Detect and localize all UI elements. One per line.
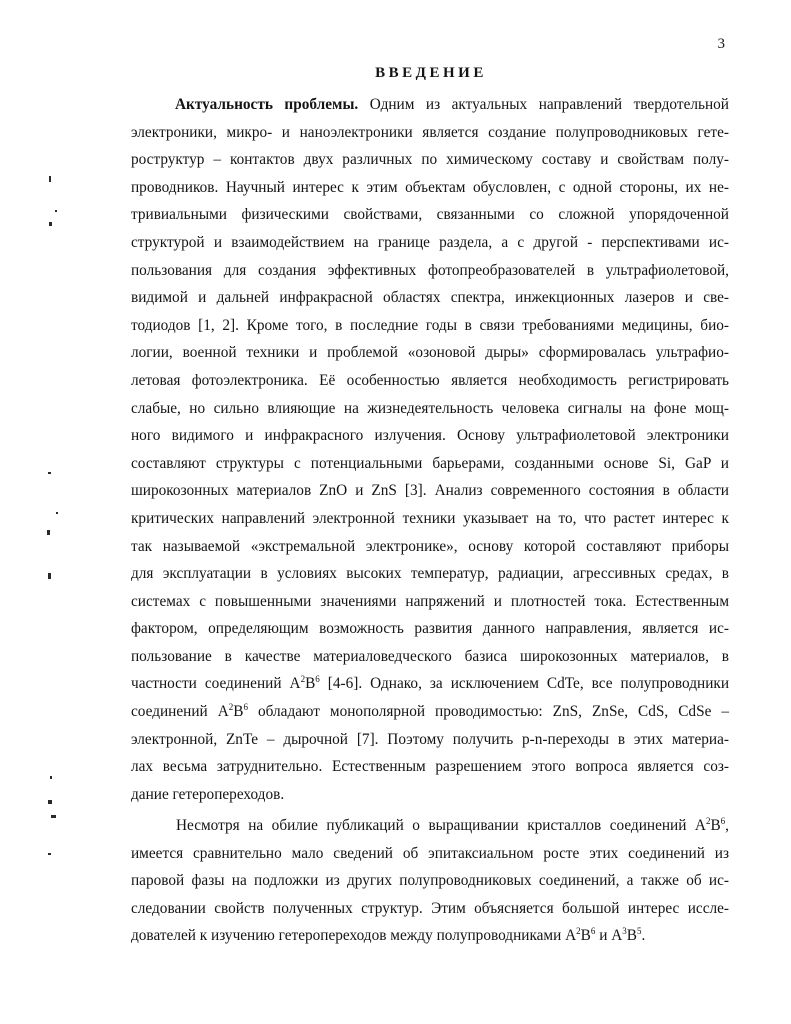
text-line: фактором, определяющим возможность развития данного направления, является ис- (131, 620, 729, 638)
text-line: следовании свойств полученных структур. Этим объясняется большой интерес иссле- (131, 899, 729, 917)
text-line: паровой фазы на подложки из других полупроводниковых соединений, а также об ис- (131, 872, 729, 890)
scan-mark (48, 573, 51, 579)
text-line: пользования для создания эффективных фотопреобразователей в ультрафиолетовой, (131, 261, 729, 279)
text-line: имеется сравнительно мало сведений об эпитаксиальном росте этих соединений из (131, 844, 729, 862)
text-line: критических направлений электронной техники указывает на то, что растет интерес к (131, 509, 729, 527)
text-line: частности соединений $A^2B^6$ [4-6]. Однако, за исключением CdTe, все полупроводники (131, 674, 730, 693)
text-line: слабые, но сильно влияющие на жизнедеятельность человека сигналы на фоне мощ- (131, 399, 729, 417)
text-line: соединений $A^2B^6$ обладают монополярной проводимостью: ZnS, ZnSe, CdS, CdSe – (131, 702, 730, 721)
text-line: широкозонных материалов ZnO и ZnS [3]. Анализ современного состояния в области (131, 482, 729, 500)
text-line: тодиодов [1, 2]. Кроме того, в последние годы в связи требованиями медицины, био- (131, 316, 729, 334)
section-heading: ВВЕДЕНИЕ (375, 65, 487, 81)
bold-lead: Актуальность проблемы. (175, 96, 359, 113)
text-line: роструктур – контактов двух различных по химическому составу и свойствам полу- (131, 151, 729, 169)
scan-mark (48, 800, 52, 804)
paragraph-publications (131, 812, 729, 950)
text-line: системах с повышенными значениями напряжений и плотностей тока. Естественным (131, 592, 729, 610)
text-line: тривиальными физическими свойствами, связанными со сложной упорядоченной (131, 206, 729, 224)
scan-mark (48, 472, 51, 474)
scan-mark (49, 222, 52, 226)
text-line: электроники, микро- и наноэлектроники является создание полупроводниковых гете- (131, 123, 729, 141)
scan-mark (49, 176, 51, 182)
text-line: дание гетеропереходов. (131, 785, 285, 803)
scan-mark (51, 815, 56, 818)
page-number: 3 (717, 36, 725, 52)
scan-mark (48, 853, 51, 855)
text-line: видимой и дальней инфракрасной областях спектра, инжекционных лазеров и све- (131, 289, 729, 307)
text-line: летовая фотоэлектроника. Её особенностью является необходимость регистрировать (131, 371, 729, 389)
scan-mark (47, 530, 50, 535)
text-line: логии, военной техники и проблемой «озоновой дыры» сформировалась ультрафио- (131, 344, 729, 362)
text-line: лах весьма затруднительно. Естественным разрешением этого вопроса является соз- (131, 758, 729, 776)
text-line: так называемой «экстремальной электронике», основу которой составляют приборы (131, 537, 729, 555)
scan-mark (56, 512, 58, 514)
text-line: пользование в качестве материаловедческого базиса широкозонных материалов, в (131, 647, 729, 665)
text-line: ного видимого и инфракрасного излучения. Основу ультрафиолетовой электроники (131, 427, 729, 445)
scan-mark (50, 776, 52, 779)
text-line: электронной, ZnTe – дырочной [7]. Поэтому получить p-n-переходы в этих материа- (131, 730, 729, 748)
scan-mark (55, 210, 57, 212)
text-line: дователей к изучению гетеропереходов между полупроводниками $A^2B^6$ и $A^3B^5$. (131, 926, 646, 945)
text-line: составляют структуры с потенциальными барьерами, созданными основе Si, GaP и (131, 454, 729, 472)
text-line: Несмотря на обилие публикаций о выращивании кристаллов соединений $A^2B^6$, (176, 816, 729, 834)
text-line: структурой и взаимодействием на границе раздела, а с другой - перспективами ис- (131, 233, 729, 251)
text-line: Актуальность проблемы. Одним из актуальных направлений твердотельной (175, 96, 729, 113)
text-line: для эксплуатации в условиях высоких температур, радиации, агрессивных средах, в (131, 565, 729, 583)
text-line: проводников. Научный интерес к этим объектам обусловлен, с одной стороны, их не- (131, 178, 729, 196)
paragraph-relevance (131, 91, 729, 808)
